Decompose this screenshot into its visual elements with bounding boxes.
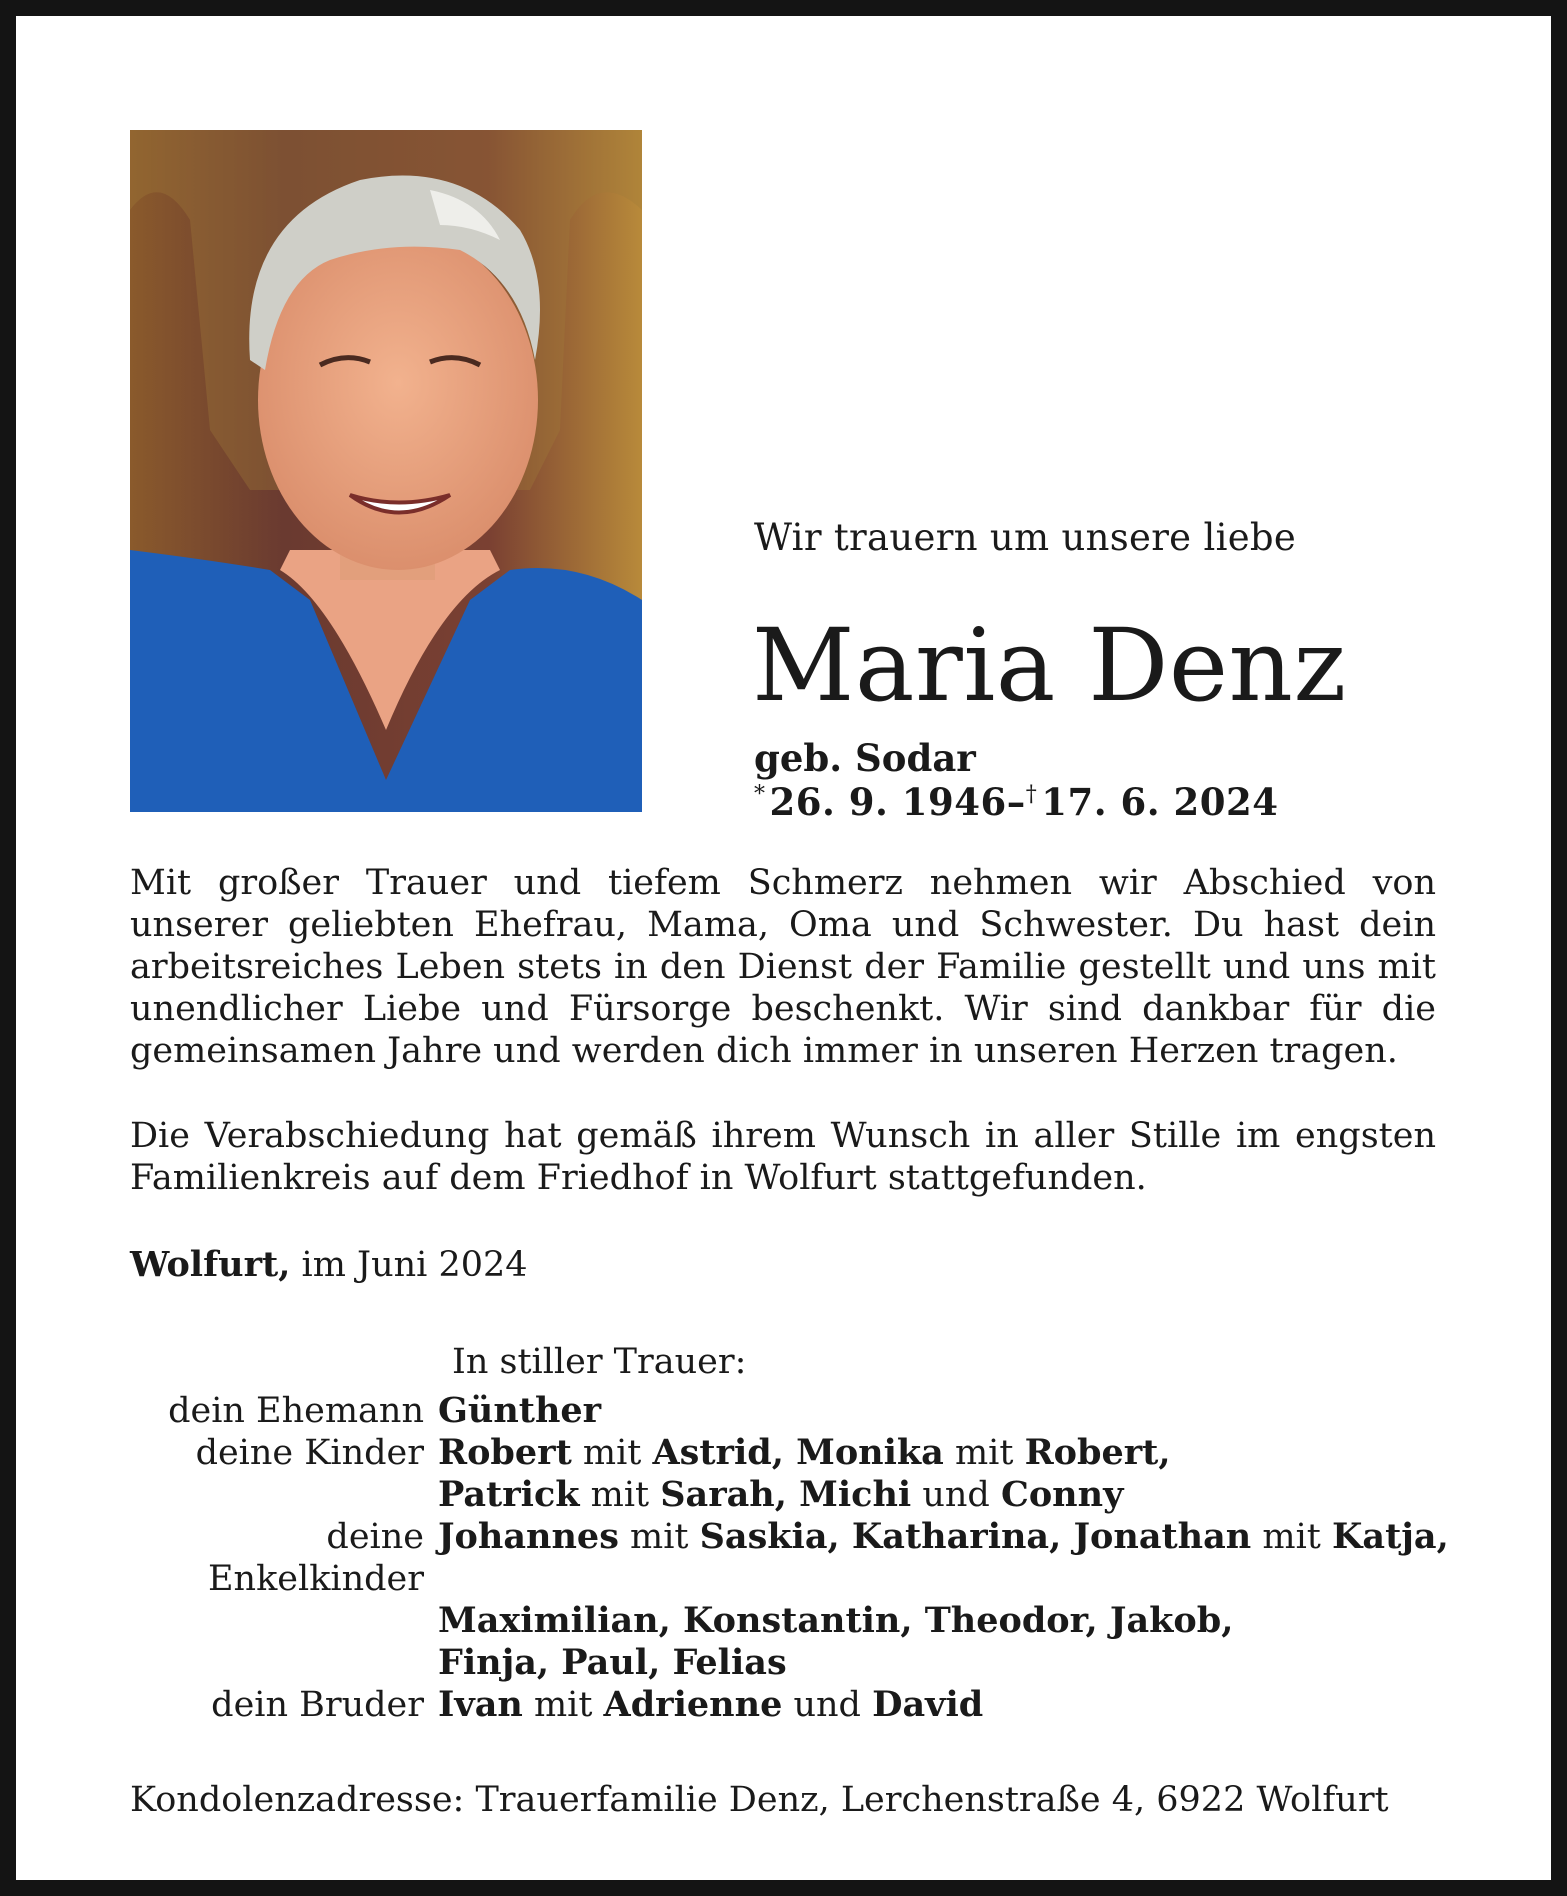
family-member-name: Maximilian, Konstantin, Theodor, Jakob, bbox=[438, 1600, 1234, 1641]
date-separator: – bbox=[1006, 780, 1026, 824]
family-row bbox=[100, 1474, 1450, 1516]
place-month: im Juni 2024 bbox=[301, 1245, 528, 1285]
family-relation bbox=[100, 1600, 438, 1642]
family-member-name: Adrienne bbox=[603, 1684, 783, 1725]
family-names bbox=[438, 1516, 1449, 1600]
family-connector: mit bbox=[579, 1475, 661, 1515]
farewell-paragraph: Mit großer Trauer und tiefem Schmerz nehmen wir Abschied von unserer geliebten Ehefrau, Mama, Oma und Schwester. Du hast dein arbeitsreiches Leben stets in den Dienst der Familie gestellt und uns mit unendlicher Liebe und Fürsorge beschenkt. Wir sind dankbar für die gemeinsamen Jahre und werden dich immer in unseren Herzen tragen. bbox=[130, 863, 1436, 1071]
deceased-name: Maria Denz bbox=[752, 607, 1347, 724]
family-connector: und bbox=[782, 1685, 873, 1725]
death-date: 17. 6. 2024 bbox=[1041, 780, 1279, 824]
life-dates bbox=[754, 780, 1279, 824]
family-member-name: Astrid, Monika bbox=[652, 1432, 944, 1473]
birth-symbol: * bbox=[754, 782, 766, 807]
family-member-name: Sarah, Michi bbox=[660, 1474, 912, 1515]
family-connector: mit bbox=[618, 1517, 700, 1557]
family-member-name: David bbox=[872, 1684, 984, 1725]
death-symbol: † bbox=[1025, 782, 1038, 807]
family-member-name: Katja, bbox=[1331, 1516, 1449, 1557]
family-row bbox=[100, 1642, 1450, 1684]
family-member-name: Robert bbox=[438, 1432, 572, 1473]
family-member-name: Günther bbox=[438, 1390, 602, 1431]
family-member-name: Robert, bbox=[1024, 1432, 1171, 1473]
family-names bbox=[438, 1474, 1123, 1516]
family-list bbox=[100, 1390, 1450, 1726]
place-date bbox=[130, 1244, 528, 1285]
family-connector: mit bbox=[571, 1433, 653, 1473]
family-row bbox=[100, 1684, 1450, 1726]
birth-date: 26. 9. 1946 bbox=[769, 780, 1007, 824]
family-row bbox=[100, 1516, 1450, 1600]
ceremony-paragraph: Die Verabschiedung hat gemäß ihrem Wunsch in aller Stille im engsten Familienkreis auf dem Friedhof in Wolfurt stattgefunden. bbox=[130, 1116, 1436, 1198]
family-names bbox=[438, 1642, 787, 1684]
family-relation: deine Kinder bbox=[195, 1433, 424, 1473]
place-city: Wolfurt, bbox=[130, 1244, 291, 1285]
family-member-name: Johannes bbox=[438, 1516, 619, 1557]
intro-text: Wir trauern um unsere liebe bbox=[754, 516, 1297, 559]
maiden-name: geb. Sodar bbox=[754, 736, 976, 780]
family-names bbox=[438, 1390, 601, 1432]
family-connector: mit bbox=[1251, 1517, 1332, 1557]
family-member-name: Finja, Paul, Felias bbox=[438, 1642, 787, 1683]
family-relation: dein Ehemann bbox=[168, 1391, 424, 1431]
family-member-name: Conny bbox=[1000, 1474, 1124, 1515]
family-row bbox=[100, 1432, 1450, 1474]
family-member-name: Patrick bbox=[438, 1474, 580, 1515]
family-member-name: Ivan bbox=[438, 1684, 523, 1725]
family-connector: mit bbox=[522, 1685, 604, 1725]
family-connector: mit bbox=[943, 1433, 1025, 1473]
family-member-name: Saskia, Katharina, Jonathan bbox=[699, 1516, 1252, 1557]
condolence-address: Kondolenzadresse: Trauerfamilie Denz, Lerchenstraße 4, 6922 Wolfurt bbox=[130, 1780, 1389, 1820]
family-row bbox=[100, 1600, 1450, 1642]
family-relation: deine Enkelkinder bbox=[208, 1517, 424, 1599]
family-relation: dein Bruder bbox=[211, 1685, 424, 1725]
portrait-photo bbox=[130, 130, 642, 812]
family-names bbox=[438, 1600, 1233, 1642]
family-names bbox=[438, 1432, 1171, 1474]
family-relation bbox=[100, 1474, 438, 1516]
mourning-heading: In stiller Trauer: bbox=[452, 1342, 747, 1382]
family-names bbox=[438, 1684, 983, 1726]
family-row bbox=[100, 1390, 1450, 1432]
family-connector: und bbox=[911, 1475, 1001, 1515]
family-relation bbox=[100, 1642, 438, 1684]
